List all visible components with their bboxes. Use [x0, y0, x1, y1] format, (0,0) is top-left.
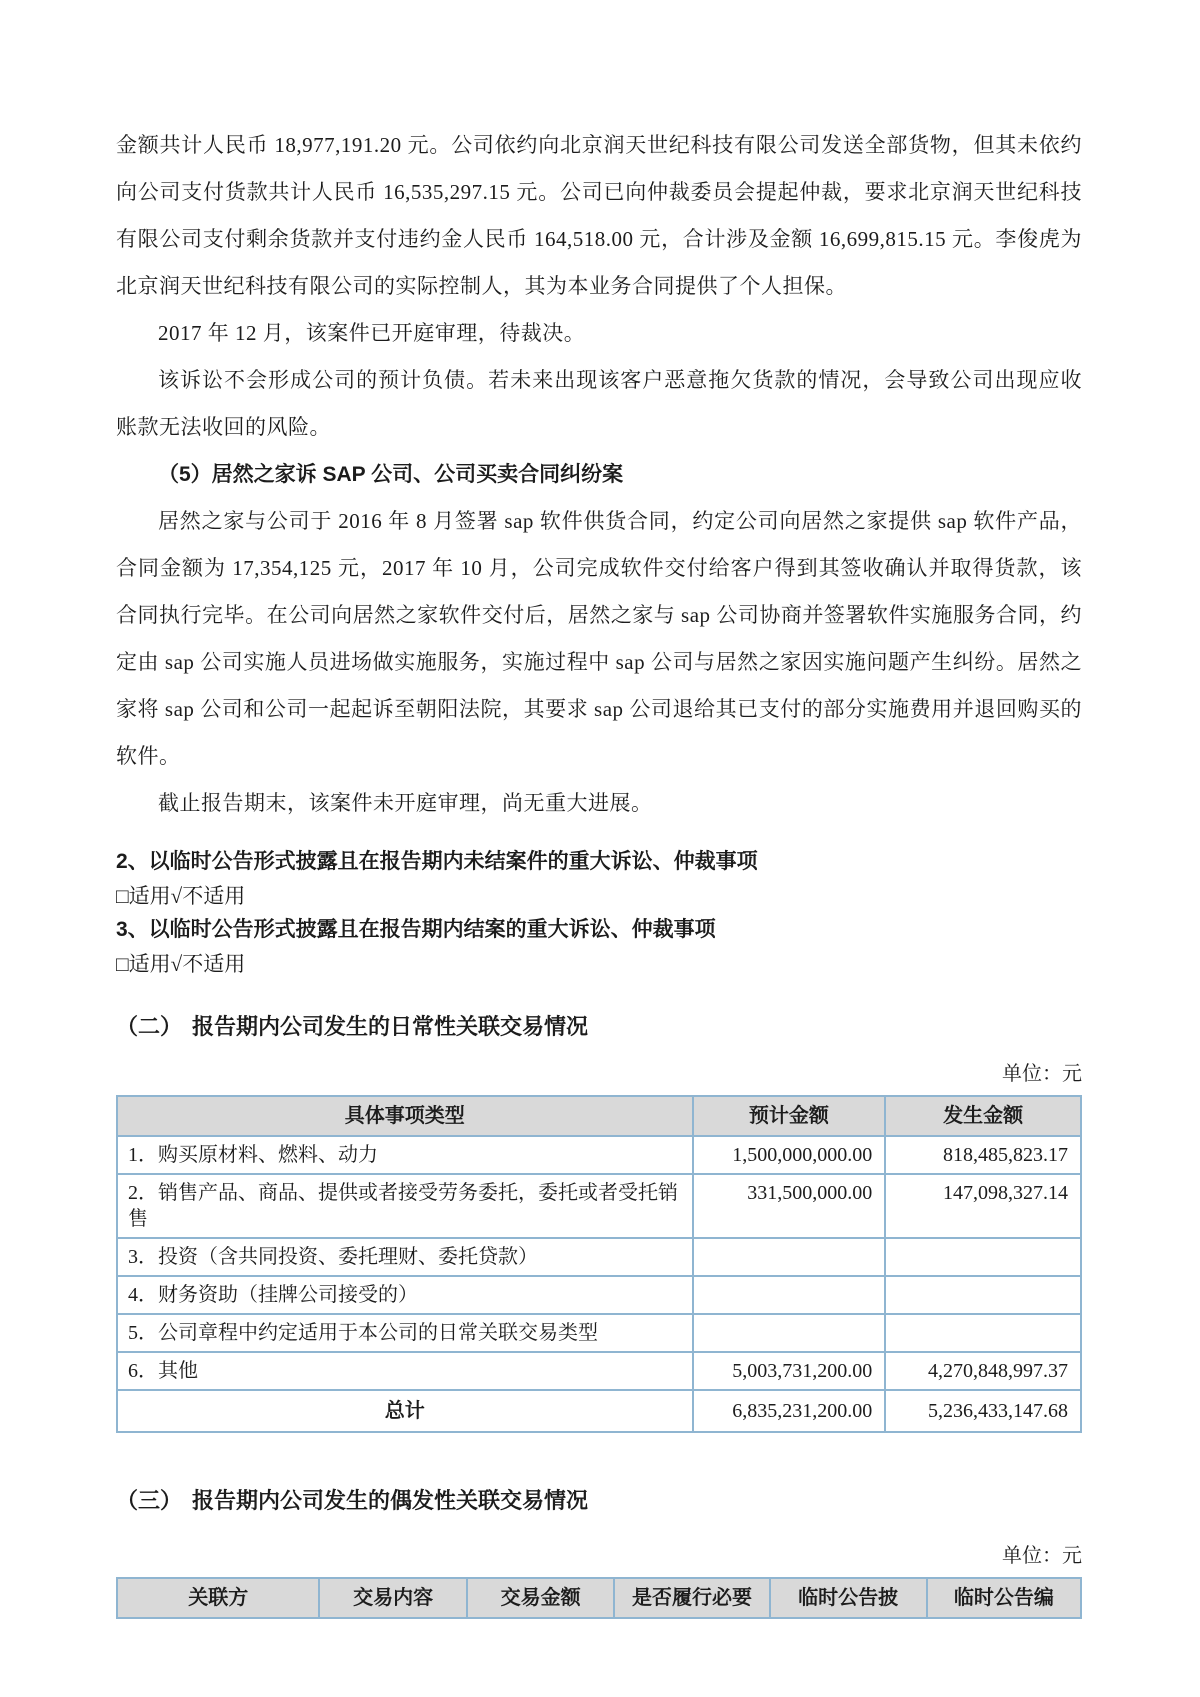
cell-actual: [885, 1276, 1081, 1314]
unit-label-daily: 单位：元: [1002, 1063, 1082, 1085]
section-heading-occasional: [116, 1481, 1082, 1521]
section-number: （二）: [116, 1014, 183, 1039]
paragraph-arbitration-continuation: 金额共计人民币 18,977,191.20 元。公司依约向北京润天世纪科技有限公司发送全部货物，但其未依约向公司支付货款共计人民币 16,535,297.15 元。公司已向仲裁委员会提起仲裁，要求北京润天世纪科技有限公司支付剩余货款并支付违约金人民币 164,518.00 元，合计涉及金额 16,699,815.15 元。李俊虎为北京润天世纪科技有限公司的实际控制人，其为本业务合同提供了个人担保。: [116, 133, 1082, 298]
cell-type: 1．购买原材料、燃料、动力: [117, 1136, 693, 1174]
cell-actual: 4,270,848,997.37: [885, 1352, 1081, 1390]
cell-expected: [693, 1238, 886, 1276]
paragraph-hearing-status: 2017 年 12 月，该案件已开庭审理，待裁决。: [158, 321, 586, 345]
table-header-row: [117, 1096, 1081, 1136]
section-title: 报告期内公司发生的日常性关联交易情况: [192, 1014, 589, 1039]
cell-total-label: 总计: [117, 1390, 693, 1432]
table-header-row: [117, 1578, 1081, 1618]
applicable-line-1: □适用√不适用: [116, 884, 246, 908]
table-row: [117, 1238, 1081, 1276]
cell-expected: [693, 1276, 886, 1314]
cell-expected: 1,500,000,000.00: [693, 1136, 886, 1174]
table-total-row: [117, 1390, 1081, 1432]
paragraph-case5-body: 居然之家与公司于 2016 年 8 月签署 sap 软件供货合同，约定公司向居然之家提供 sap 软件产品，合同金额为 17,354,125 元，2017 年 10 月，公司完成软件交付给客户得到其签收确认并取得货款，该合同执行完毕。在公司向居然之家软件交付后，居然之家与 sap 公司协商并签署软件实施服务合同，约定由 sap 公司实施人员进场做实施服务，实施过程中 sap 公司与居然之家因实施问题产生纠纷。居然之家将 sap 公司和公司一起起诉至朝阳法院，其要求 sap 公司退给其已支付的部分实施费用并退回购买的软件。: [116, 509, 1082, 768]
applicable-line-2: □适用√不适用: [116, 952, 246, 976]
cell-expected: 331,500,000.00: [693, 1174, 886, 1238]
paragraph-risk-note: 该诉讼不会形成公司的预计负债。若未来出现该客户恶意拖欠货款的情况，会导致公司出现应收账款无法收回的风险。: [116, 368, 1082, 439]
cell-actual: 818,485,823.17: [885, 1136, 1081, 1174]
cell-actual: 147,098,327.14: [885, 1174, 1081, 1238]
cell-actual: [885, 1314, 1081, 1352]
column-header-related-party: 关联方: [117, 1578, 319, 1618]
cell-type: 5．公司章程中约定适用于本公司的日常关联交易类型: [117, 1314, 693, 1352]
section-title: 报告期内公司发生的偶发性关联交易情况: [192, 1488, 589, 1513]
table-row: [117, 1314, 1081, 1352]
column-header-announcement-no: 临时公告编: [927, 1578, 1081, 1618]
cell-expected: [693, 1314, 886, 1352]
column-header-type: 具体事项类型: [117, 1096, 693, 1136]
column-header-actual: 发生金额: [885, 1096, 1081, 1136]
case5-heading: （5）居然之家诉 SAP 公司、公司买卖合同纠纷案: [158, 463, 624, 486]
cell-type: 4．财务资助（挂牌公司接受的）: [117, 1276, 693, 1314]
occasional-transactions-table: [116, 1577, 1082, 1619]
cell-total-expected: 6,835,231,200.00: [693, 1390, 886, 1432]
column-header-expected: 预计金额: [693, 1096, 886, 1136]
column-header-disclosure: 临时公告披: [770, 1578, 927, 1618]
table-row: [117, 1136, 1081, 1174]
cell-type: 3．投资（含共同投资、委托理财、委托贷款）: [117, 1238, 693, 1276]
table-row: [117, 1352, 1081, 1390]
paragraph-case5-status: 截止报告期末，该案件未开庭审理，尚无重大进展。: [158, 791, 653, 815]
section-number: （三）: [116, 1488, 183, 1513]
heading-item2: 2、以临时公告形式披露且在报告期内未结案件的重大诉讼、仲裁事项: [116, 850, 758, 873]
table-row: [117, 1174, 1081, 1238]
column-header-content: 交易内容: [319, 1578, 466, 1618]
table-row: [117, 1276, 1081, 1314]
daily-transactions-table: [116, 1095, 1082, 1433]
column-header-procedure: 是否履行必要: [614, 1578, 769, 1618]
cell-total-actual: 5,236,433,147.68: [885, 1390, 1081, 1432]
column-header-amount: 交易金额: [467, 1578, 614, 1618]
cell-expected: 5,003,731,200.00: [693, 1352, 886, 1390]
cell-type: 6．其他: [117, 1352, 693, 1390]
unit-label-occasional: 单位：元: [1002, 1545, 1082, 1567]
section-heading-daily: [116, 1007, 1082, 1047]
heading-item3: 3、以临时公告形式披露且在报告期内结案的重大诉讼、仲裁事项: [116, 918, 716, 941]
cell-actual: [885, 1238, 1081, 1276]
cell-type: 2．销售产品、商品、提供或者接受劳务委托，委托或者受托销售: [117, 1174, 693, 1238]
